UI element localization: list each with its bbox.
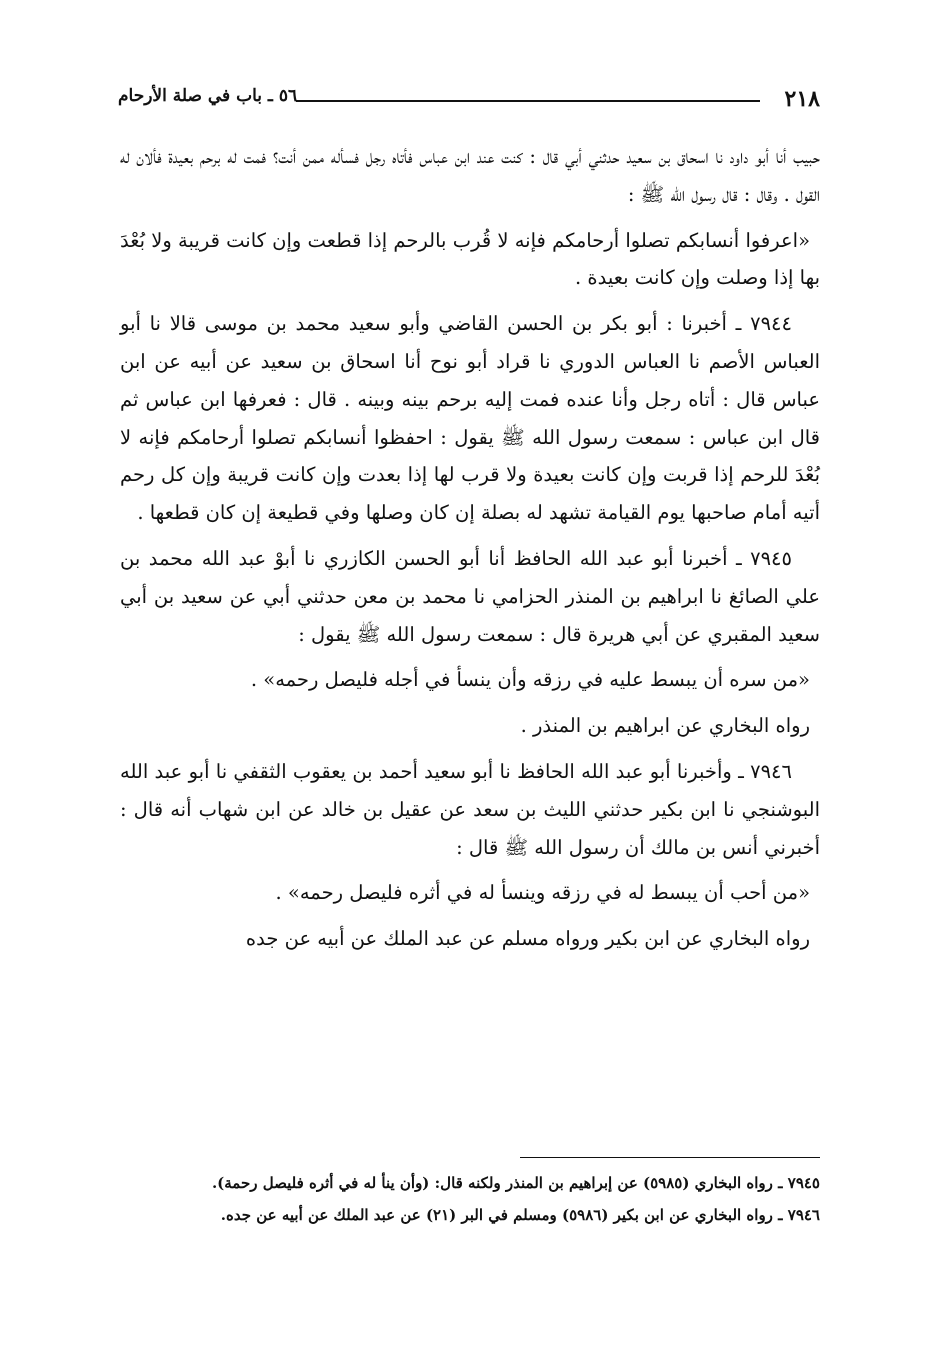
paragraph-hadith-quote: «من أحب أن يبسط له في رزقه وينسأ له في أثره فليصل رحمه» . [275, 881, 810, 905]
paragraph-hadith-7945: ٧٩٤٥ ـ أخبرنا أبو عبد الله الحافظ أنا أبو الحسن الكازري نا أبوْ عبد الله محمد بن علي الصائغ نا ابراهيم بن المنذر الحزامي نا محمد بن معن حدثني أبي عن سعيد بن أبي سعيد المقبري عن أبي هريرة قال : سمعت رسول الله ﷺ يقول : [120, 546, 820, 646]
main-text [120, 138, 820, 966]
paragraph-hadith-quote: «اعرفوا أنسابكم تصلوا أرحامكم فإنه لا قُرب بالرحم إذا قطعت وإن كانت قريبة ولا بُعْدَ بها إذا وصلت وإن كانت بعيدة . [120, 228, 820, 290]
footnotes [120, 1168, 820, 1232]
footnote-7946: ٧٩٤٦ ـ رواه البخاري عن ابن بكير (٥٩٨٦) ومسلم في البر (٢١) عن عبد الملك عن أبيه عن جده. [220, 1206, 820, 1224]
paragraph-narration-note: رواه البخاري عن ابن بكير ورواه مسلم عن عبد الملك عن أبيه عن جده [245, 927, 810, 951]
header-rule [296, 100, 760, 102]
page-number: ٢١٨ [784, 86, 820, 112]
running-title: ٥٦ ـ باب في صلة الأرحام [118, 86, 298, 106]
paragraph-isnad-continuation: حبيب أنا أبو داود نا اسحاق بن سعيد حدثني أبي قال : كنت عند ابن عباس فأتاه رجل فسأله ممن أنت؟ فمت له برحم بعيدة فألان له القول . وقال : قال رسول الله ﷺ : [120, 145, 820, 206]
paragraph-hadith-quote: «من سره أن يبسط عليه في رزقه وأن ينسأ في أجله فليصل رحمه» . [250, 668, 810, 692]
paragraph-narration-note: رواه البخاري عن ابراهيم بن المنذر . [520, 714, 810, 738]
paragraph-hadith-7946: ٧٩٤٦ ـ وأخبرنا أبو عبد الله الحافظ نا أبو سعيد أحمد بن يعقوب الثقفي نا أبو عبد الله البوشنجي نا ابن بكير حدثني الليث بن سعد عن عقيل بن خالد عن ابن شهاب أنه قال : أخبرني أنس بن مالك أن رسول الله ﷺ قال : [120, 759, 820, 859]
footnote-7945: ٧٩٤٥ ـ رواه البخاري (٥٩٨٥) عن إبراهيم بن المنذر ولكنه قال: (وأن ينأ له في أثره فليصل رحمة). [211, 1174, 820, 1192]
page-header [118, 86, 820, 120]
footnote-rule [520, 1157, 820, 1158]
paragraph-hadith-7944: ٧٩٤٤ ـ أخبرنا : أبو بكر بن الحسن القاضي وأبو سعيد محمد بن موسى قالا نا أبو العباس الأصم نا العباس الدوري نا قراد أبو نوح أنا اسحاق بن سعيد عن أبيه عن ابن عباس قال : أتاه رجل وأنا عنده فمت إليه برحم بينه وبينه . قال : فعرفها ابن عباس ثم قال ابن عباس : سمعت رسول الله ﷺ يقول : احفظوا أنسابكم تصلوا أرحامكم فإنه لا بُعْدَ للرحم إذا قربت وإن كانت بعيدة ولا قرب لها إذا بعدت وإن كانت قريبة وإن كل رحم أتيه أمام صاحبها يوم القيامة تشهد له بصلة إن كان وصلها وفي قطيعة إن كان قطعها . [120, 312, 820, 525]
